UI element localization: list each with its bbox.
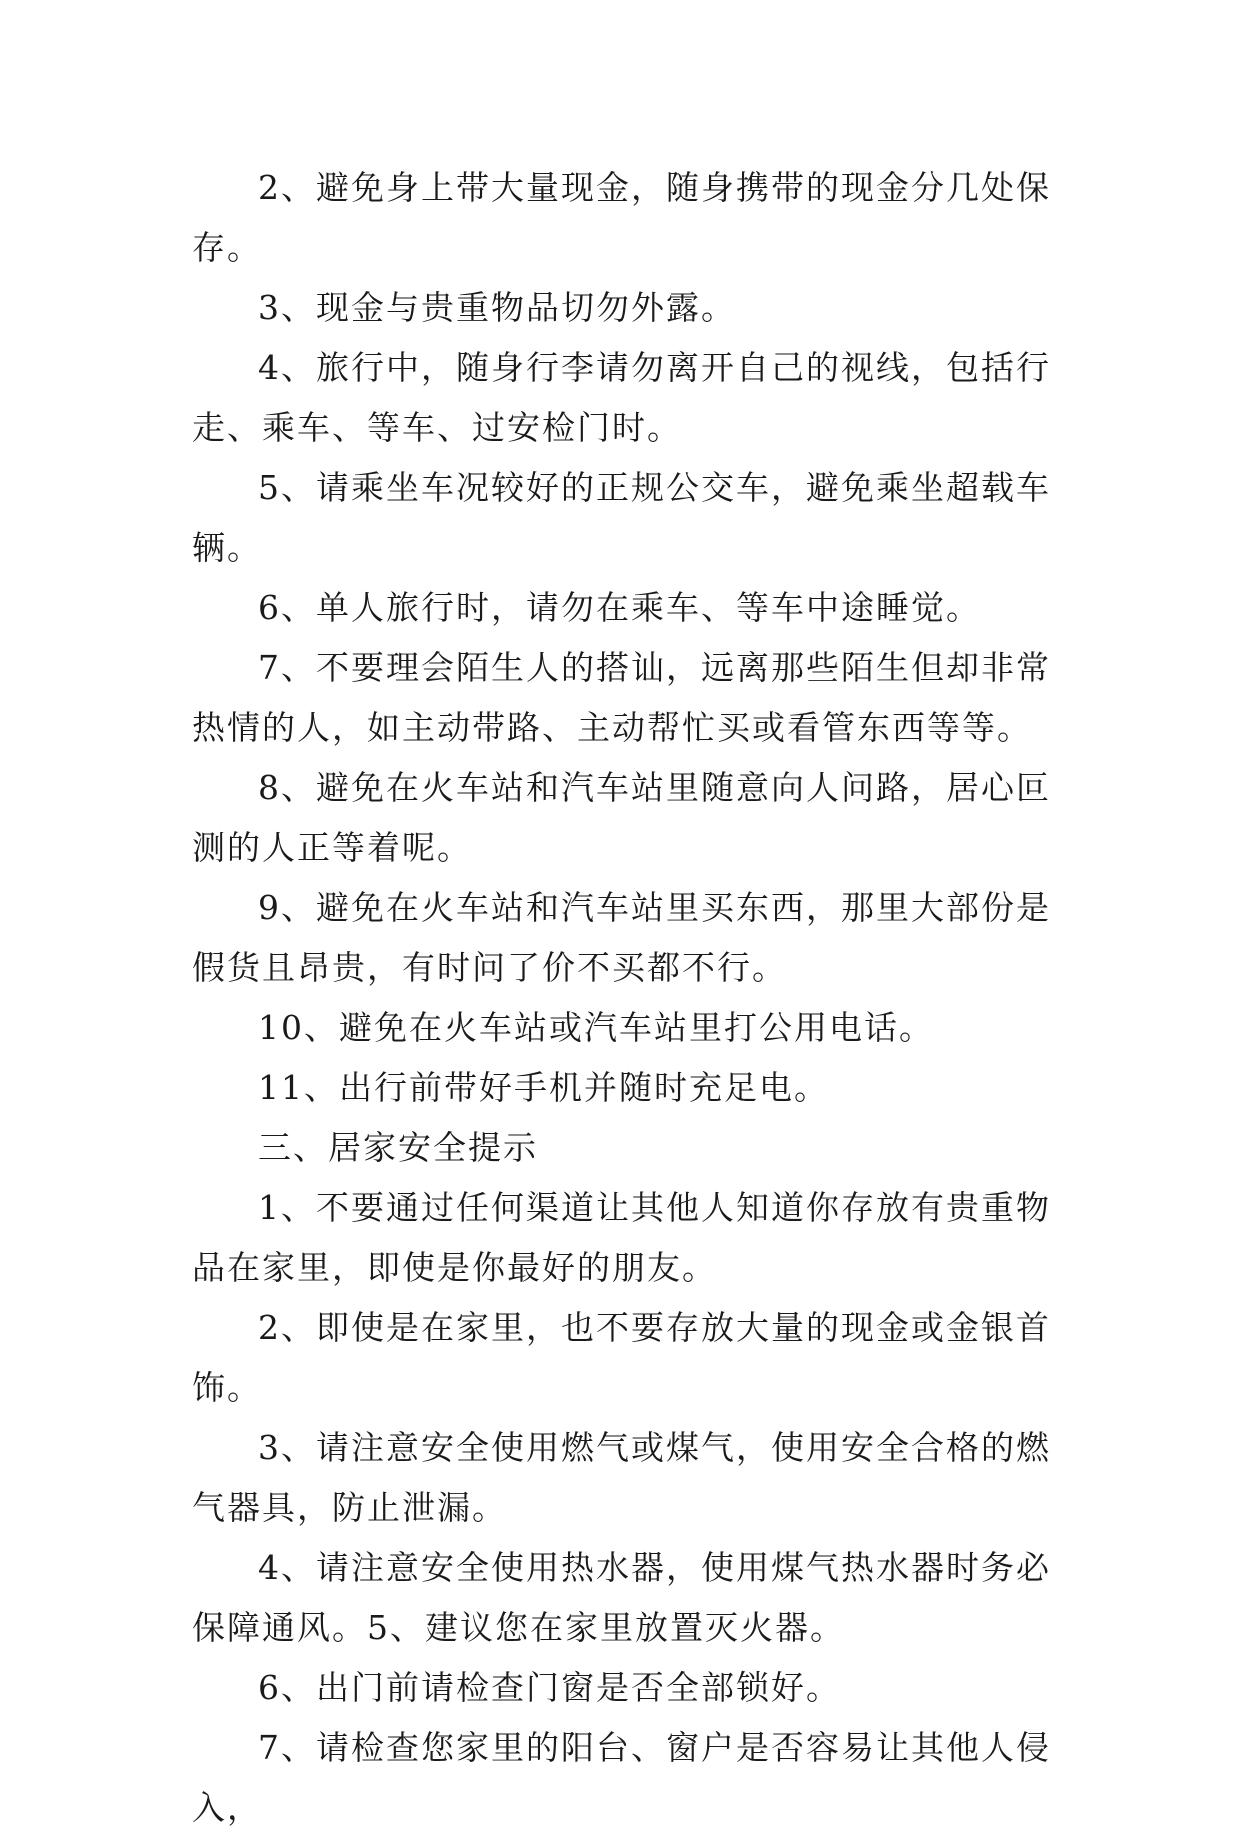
paragraph-home-6: 6、出门前请检查门窗是否全部锁好。: [258, 1668, 841, 1707]
paragraph-travel-5: 5、请乘坐车况较好的正规公交车，避免乘坐超载车辆。: [192, 468, 1051, 567]
paragraph-travel-7: 7、不要理会陌生人的搭讪，远离那些陌生但却非常热情的人，如主动带路、主动帮忙买或看管东西等等。: [192, 648, 1051, 747]
paragraph-travel-6: 6、单人旅行时，请勿在乘车、等车中途睡觉。: [258, 588, 981, 627]
paragraph-travel-4: 4、旅行中，随身行李请勿离开自己的视线，包括行走、乘车、等车、过安检门时。: [192, 348, 1051, 447]
paragraph-travel-8: 8、避免在火车站和汽车站里随意向人问路，居心叵测的人正等着呢。: [192, 768, 1051, 867]
document-body: [192, 158, 1072, 1838]
paragraph-home-3: 3、请注意安全使用燃气或煤气，使用安全合格的燃气器具，防止泄漏。: [192, 1428, 1051, 1527]
paragraph-home-2: 2、即使是在家里，也不要存放大量的现金或金银首饰。: [192, 1308, 1051, 1407]
paragraph-travel-11: 11、出行前带好手机并随时充足电。: [258, 1068, 829, 1107]
paragraph-travel-3: 3、现金与贵重物品切勿外露。: [258, 288, 736, 327]
paragraph-travel-10: 10、避免在火车站或汽车站里打公用电话。: [258, 1008, 934, 1047]
paragraph-home-4-5: 4、请注意安全使用热水器，使用煤气热水器时务必保障通风。5、建议您在家里放置灭火器。: [192, 1548, 1051, 1647]
paragraph-travel-9: 9、避免在火车站和汽车站里买东西，那里大部份是假货且昂贵，有时问了价不买都不行。: [192, 888, 1051, 987]
paragraph-home-7: 7、请检查您家里的阳台、窗户是否容易让其他人侵入，: [192, 1728, 1051, 1827]
paragraph-travel-2: 2、避免身上带大量现金，随身携带的现金分几处保存。: [192, 168, 1051, 267]
paragraph-home-1: 1、不要通过任何渠道让其他人知道你存放有贵重物品在家里，即使是你最好的朋友。: [192, 1188, 1051, 1287]
section-heading-home-safety: 三、居家安全提示: [258, 1128, 538, 1167]
